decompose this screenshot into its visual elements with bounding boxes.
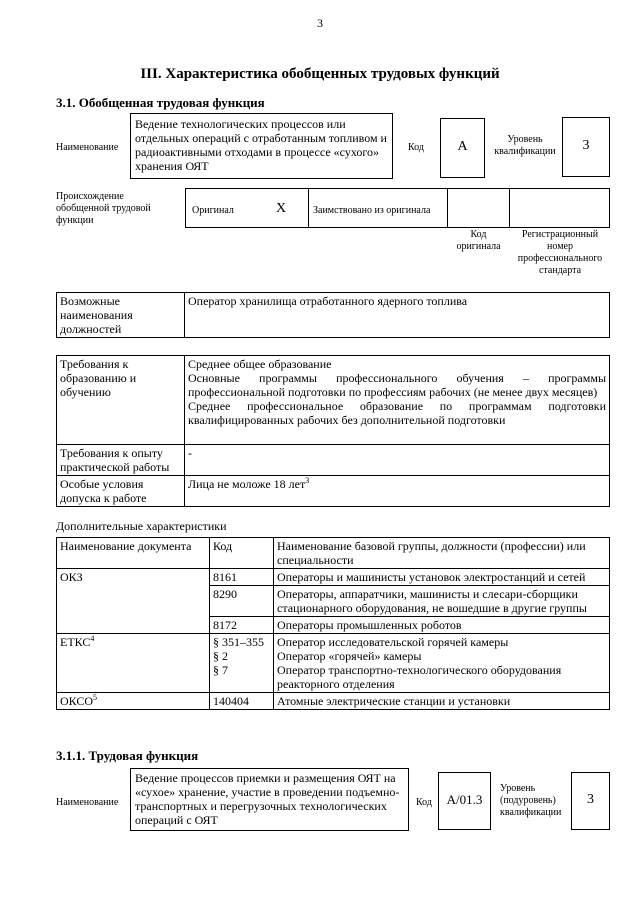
gtf-heading: 3.1. Обобщенная трудовая функция [56,95,265,110]
edu-line-1: Среднее общее образование [188,357,332,371]
okz-code-1: 8161 [210,569,274,586]
edu-label: Требования к образованию и обучению [57,356,185,445]
okz-name-3: Операторы промышленных роботов [274,617,610,634]
okz-label: ОКЗ [57,569,210,634]
etks-code-3: § 7 [213,663,228,677]
exp-label: Требования к опыту практической работы [57,445,185,476]
additional-table [56,537,610,710]
edu-line-2: Основные программы профессионального обучения – программы профессиональной подготовки по профессиям рабочих (не менее двух месяцев) [188,371,606,399]
etks-code-2: § 2 [213,649,228,663]
etks-label-cell [57,634,210,693]
origin-divider-3 [509,188,510,228]
okz-name-1: Операторы и машинисты установок электростанций и сетей [274,569,610,586]
etks-code-1: § 351–355 [213,635,264,649]
page-number: 3 [317,16,323,30]
origin-divider-1 [308,188,309,228]
origin-original-label: Оригинал [192,205,234,216]
tf-heading: 3.1.1. Трудовая функция [56,748,199,763]
tf-code-box: A/01.3 [438,772,491,830]
special-value: Лица не моложе 18 лет [188,477,306,491]
etks-footnote: 4 [90,634,95,643]
okso-name: Атомные электрические станции и установки [274,693,610,710]
origin-original-mark: X [276,201,287,216]
section-title: III. Характеристика обобщенных трудовых функций [140,66,500,82]
etks-name-2: Оператор «горячей» камеры [277,649,422,663]
origin-label: Происхождение обобщенной трудовой функции [56,191,151,226]
origin-reg-caption: Регистрационный номер профессионального стандарта [517,229,603,276]
col-name-header: Наименование базовой группы, должности (профессии) или специальности [274,538,610,569]
positions-label: Возможные наименования должностей [57,293,185,338]
etks-names [274,634,610,693]
gtf-level-label: Уровень квалификации [494,134,556,157]
tf-level-label: Уровень (подуровень) квалификации [500,783,562,818]
additional-heading: Дополнительные характеристики [56,519,227,533]
gtf-code-box: А [440,118,485,178]
etks-codes [210,634,274,693]
okso-label-cell [57,693,210,710]
tf-name-box: Ведение процессов приемки и размещения ОЯТ на «сухое» хранение, участие в проведении подъемно-транспортных и перегрузочных технологических операций с ОЯТ [130,768,409,831]
tf-name-label: Наименование [56,797,119,808]
okz-name-2: Операторы, аппаратчики, машинисты и слесари-сборщики стационарного оборудования, не вошедшие в другие группы [274,586,610,617]
exp-value: - [185,445,610,476]
edu-values [185,356,610,445]
etks-label: ЕТКС [60,635,91,649]
etks-name-3: Оператор транспортно-технологического оборудования реакторного отделения [277,663,562,691]
col-code-header: Код [210,538,274,569]
tf-code-label: Код [416,797,432,808]
okso-footnote: 5 [93,693,98,702]
gtf-name-box: Ведение технологических процессов или отдельных операций с отработанным топливом и радиоактивными отходами в процессе «сухого» хранения ОЯТ [130,113,393,179]
gtf-name-label: Наименование [56,142,119,153]
origin-borrowed-label: Заимствовано из оригинала [313,205,431,216]
edu-line-3: Среднее профессиональное образование по программам подготовки квалифицированных рабочих без дополнительной подготовки [188,399,606,427]
gtf-level-box: 3 [562,117,610,177]
origin-divider-2 [447,188,448,228]
col-doc-header: Наименование документа [57,538,210,569]
origin-code-caption: Код оригинала [456,229,501,252]
okso-label: ОКСО [60,694,94,708]
special-value-cell [185,476,610,507]
okso-code: 140404 [210,693,274,710]
okz-code-3: 8172 [210,617,274,634]
special-footnote: 3 [305,476,310,485]
positions-value: Оператор хранилища отработанного ядерного топлива [185,293,610,338]
requirements-table [56,355,610,507]
okz-code-2: 8290 [210,586,274,617]
special-label: Особые условия допуска к работе [57,476,185,507]
tf-level-box: 3 [571,772,610,830]
etks-name-1: Оператор исследовательской горячей камеры [277,635,509,649]
gtf-code-label: Код [408,142,424,153]
positions-table [56,292,610,338]
